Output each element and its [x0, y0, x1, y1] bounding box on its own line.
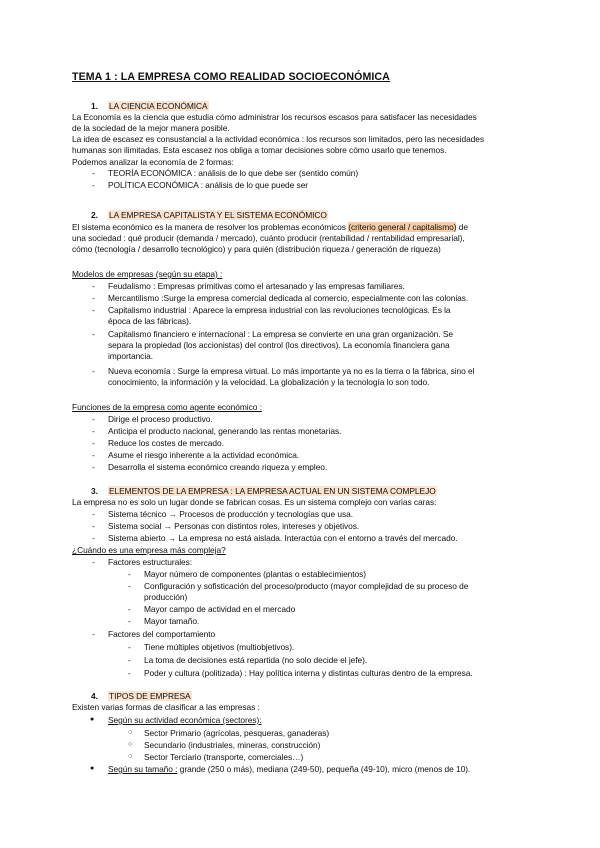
dash-bullet: - [92, 557, 95, 567]
s1-paragraph-line: Podemos analizar la economía de 2 formas: [72, 157, 234, 167]
sub-list-item: Tiene múltiples objetivos (multiobjetivos). [144, 642, 295, 652]
dash-bullet: - [92, 414, 95, 424]
models-title: Modelos de empresas (según su etapa) : [72, 269, 223, 279]
dash-bullet: - [92, 281, 95, 291]
dash-bullet: - [92, 462, 95, 472]
sub-list-item: Sector Terciario (transporte, comerciales…) [144, 752, 304, 762]
dash-bullet: - [92, 293, 95, 303]
list-item: Feudalismo : Empresas primitivas como el artesanado y las empresas familiares. [108, 281, 405, 291]
list-item: Desarrolla el sistema económico creando riqueza y empleo. [108, 462, 328, 472]
dash-bullet: - [92, 438, 95, 448]
list-item: Factores del comportamiento [108, 629, 216, 639]
dash-bullet: - [92, 521, 95, 531]
list-item: Capitalismo financiero e internacional : La empresa se convierte en una gran organización. Se [108, 329, 453, 339]
section-1-number: 1. [91, 101, 98, 111]
dash-bullet: - [92, 180, 95, 190]
list-item: Mercantilismo :Surge la empresa comercial dedicada al comercio, especialmente con las colonias. [108, 293, 469, 303]
s1-paragraph-line: La Economía es la ciencia que estudia cómo administrar los recursos escasos para satisfacer las necesidades [72, 112, 477, 122]
circle-bullet: ○ [128, 729, 133, 736]
s2-paragraph-line: El sistema económico es la manera de resolver los problemas económicos (criterio general / capitalismo) de [72, 222, 468, 232]
s1-paragraph-line: humanas son ilimitadas. Esta escasez nos obliga a tomar decisiones sobre cómo usarlo que tenemos. [72, 145, 447, 155]
section-3-number: 3. [91, 486, 98, 496]
sub-list-item: La toma de decisiones está repartida (no solo decide el jefe). [144, 655, 368, 665]
dash-bullet: - [92, 305, 95, 315]
section-2-heading: LA EMPRESA CAPITALISTA Y EL SISTEMA ECONÓMICO [109, 210, 327, 220]
section-2-number: 2. [91, 210, 98, 220]
dot-bullet: ● [90, 716, 95, 723]
sub-list-item: Poder y cultura (politizada) : Hay política interna y distintas culturas dentro de la empresa. [144, 668, 473, 678]
list-item: Factores estructurales: [108, 557, 193, 567]
list-item-continued: separa la propiedad (los accionistas) del control (los directivos). La economía financiera gana [108, 340, 450, 350]
dash-bullet: - [128, 668, 131, 678]
dash-bullet: - [128, 569, 131, 579]
section-4-heading: TIPOS DE EMPRESA [109, 691, 191, 701]
dash-bullet: - [92, 629, 95, 639]
section-3-heading: ELEMENTOS DE LA EMPRESA : LA EMPRESA ACTUAL EN UN SISTEMA COMPLEJO [109, 486, 436, 496]
dash-bullet: - [92, 426, 95, 436]
s1-paragraph-line: de la sociedad de la mejor manera posible. [72, 123, 230, 133]
functions-title: Funciones de la empresa como agente económico : [72, 402, 262, 412]
question-heading: ¿Cuándo es una empresa más compleja? [72, 545, 226, 555]
dash-bullet: - [92, 366, 95, 376]
sub-list-item: Secundario (industriales, mineras, construcción) [144, 740, 321, 750]
dash-bullet: - [92, 168, 95, 178]
list-item: Según su actividad económica (sectores): [108, 715, 262, 725]
sub-list-item: Configuración y sofisticación del proceso/producto (mayor complejidad de su proceso de [144, 581, 469, 591]
list-item-continued: época de las fábricas). [108, 316, 192, 326]
dash-bullet: - [128, 616, 131, 626]
sub-list-item: Mayor campo de actividad en el mercado [144, 604, 296, 614]
circle-bullet: ○ [128, 753, 133, 760]
list-item: Según su tamaño : grande (250 o más), mediana (249-50), pequeña (49-10), micro (menos de 10). [108, 764, 471, 774]
dash-bullet: - [128, 604, 131, 614]
dash-bullet: - [92, 509, 95, 519]
dash-bullet: - [92, 450, 95, 460]
list-item: Nueva economía : Surge la empresa virtual. Lo más importante ya no es la tierra o la fábrica, sino el [108, 366, 475, 376]
list-item: Sistema técnico → Procesos de producción y tecnologías que usa. [108, 509, 353, 519]
dash-bullet: - [92, 329, 95, 339]
sub-list-item: Sector Primario (agrícolas, pesqueras, ganaderas) [144, 728, 330, 738]
s1-paragraph-line: La idea de escasez es consustancial a la actividad económica : los recursos son limitados, pero las necesidades [72, 134, 485, 144]
list-item: Dirige el proceso productivo. [108, 414, 213, 424]
sub-list-item: Mayor tamaño. [144, 616, 200, 626]
list-item: Sistema social → Personas con distintos roles, intereses y objetivos. [108, 521, 360, 531]
list-item-continued: conocimiento, la información y la velocidad. La globalización y la tecnología lo son todo. [108, 377, 430, 387]
section-1-heading: LA CIENCIA ECONÓMICA [109, 101, 208, 111]
s3-paragraph-line: La empresa no es solo un lugar donde se fabrican cosas. Es un sistema complejo con varias caras: [72, 497, 437, 507]
dash-bullet: - [128, 581, 131, 591]
highlighted-text: (criterio general / capitalismo) [348, 222, 457, 232]
list-item-continued: importancia. [108, 351, 154, 361]
dot-bullet: ● [90, 765, 95, 772]
list-item: POLÍTICA ECONÓMICA : análisis de lo que puede ser [108, 180, 309, 190]
sub-list-item: Mayor número de componentes (plantas o establecimientos) [144, 569, 367, 579]
dash-bullet: - [128, 655, 131, 665]
s2-paragraph-line: una sociedad : qué producir (demanda / mercado), cuánto producir (rentabilidad / rentabilidad empresarial), [72, 233, 465, 243]
sub-list-item-continued: producción) [144, 592, 188, 602]
s4-paragraph-line: Existen varias formas de clasificar a las empresas : [72, 702, 260, 712]
dash-bullet: - [92, 533, 95, 543]
document-title: TEMA 1 : LA EMPRESA COMO REALIDAD SOCIOECONÓMICA [72, 71, 390, 83]
list-item: TEORÍA ECONÓMICA : análisis de lo que debe ser (sentido común) [108, 168, 359, 178]
list-item: Anticipa el producto nacional, generando las rentas monetarias. [108, 426, 342, 436]
list-item: Capitalismo industrial : Aparece la empresa industrial con las revoluciones tecnológicas. Es la [108, 305, 451, 315]
circle-bullet: ○ [128, 741, 133, 748]
dash-bullet: - [128, 642, 131, 652]
s2-paragraph-line: cómo (tecnología / desarrollo tecnológico) y para quién (distribución riqueza / generación de riqueza) [72, 244, 441, 254]
list-item: Sistema abierto → La empresa no está aislada. Interactúa con el entorno a través del mercado. [108, 533, 458, 543]
list-item: Asume el riesgo inherente a la actividad económica. [108, 450, 300, 460]
list-item: Reduce los costes de mercado. [108, 438, 224, 448]
section-4-number: 4. [91, 691, 98, 701]
